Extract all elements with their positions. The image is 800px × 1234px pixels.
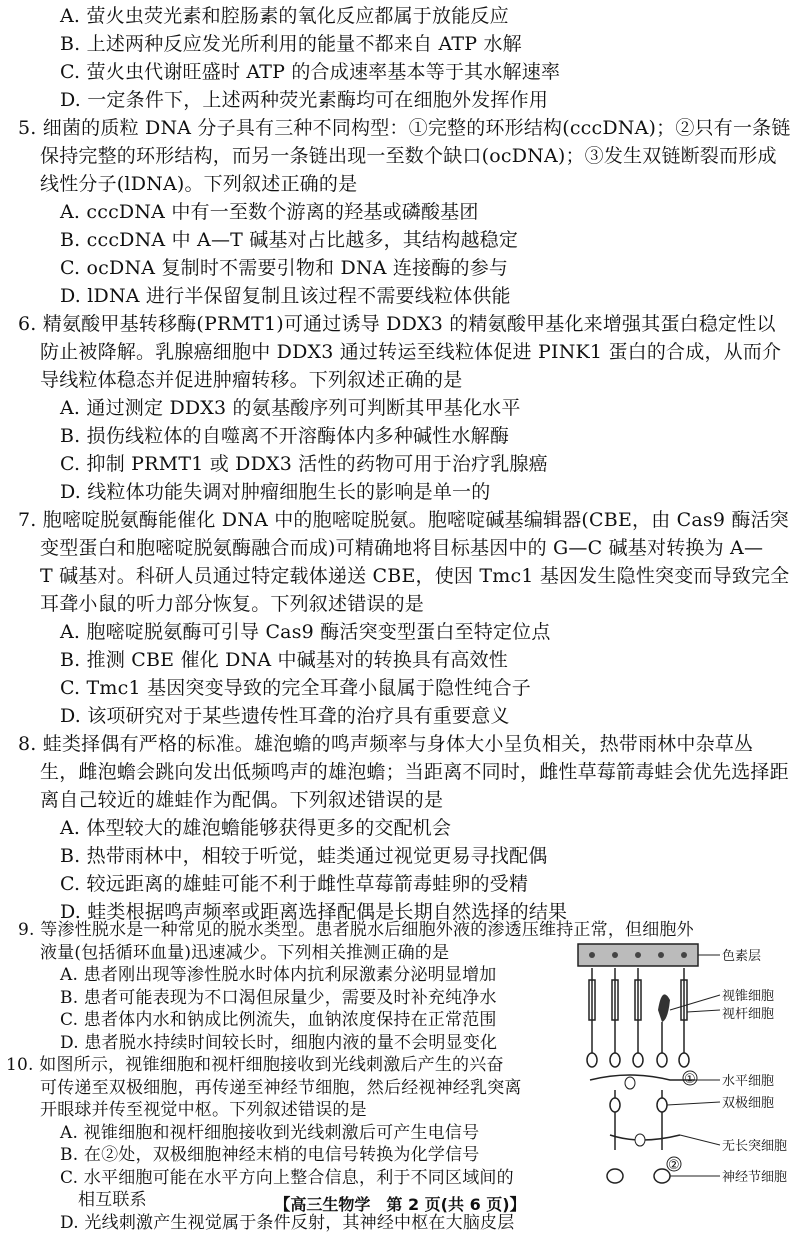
line-2: C. 萤火虫代谢旺盛时 ATP 的合成速率基本等于其水解速率: [60, 61, 561, 83]
horizontal-cell: [590, 1075, 695, 1080]
line-30: B. 热带雨林中，相较于听觉，蛙类通过视觉更易寻找配偶: [60, 845, 548, 867]
q6-stem: 6. 精氨酸甲基转移酶(PRMT1)可通过诱导 DDX3 的精氨酸甲基化来增强其蛋白稳定性以: [18, 313, 776, 335]
line-35: A. 患者刚出现等渗性脱水时体内抗利尿激素分泌明显增加: [60, 965, 497, 985]
line-27: 生，雌泡蟾会跳向发出低频鸣声的雄泡蟾；当距离不同时，雌性草莓箭毒蛙会优先选择距: [40, 761, 789, 783]
line-42: A. 视锥细胞和视杆细胞接收到光线刺激后可产生电信号: [60, 1122, 480, 1143]
line-20: T 碱基对。科研人员通过特定载体递送 CBE，使因 Tmc1 基因发生隐性突变而导致完全: [40, 565, 790, 587]
line-0: A. 萤火虫荧光素和腔肠素的氧化反应都属于放能反应: [60, 5, 509, 27]
line-3: D. 一定条件下，上述两种荧光素酶均可在细胞外发挥作用: [60, 89, 549, 111]
line-44: C. 水平细胞可能在水平方向上整合信息，利于不同区域间的: [60, 1167, 514, 1188]
q5-stem: 5. 细菌的质粒 DNA 分子具有三种不同构型：①完整的环形结构(cccDNA)；②只有一条链: [18, 117, 791, 139]
line-13: 导线粒体稳态并促进肿瘤转移。下列叙述正确的是: [40, 369, 463, 391]
line-10: D. lDNA 进行半保留复制且该过程不需要线粒体供能: [60, 285, 511, 307]
line-37: C. 患者体内水和钠成比例流失，血钠浓度保持在正常范围: [60, 1010, 497, 1030]
q8-stem: 8. 蛙类择偶有严格的标准。雄泡蟾的鸣声频率与身体大小呈负相关，热带雨林中杂草丛: [18, 733, 754, 755]
line-19: 变型蛋白和胞嘧啶脱氨酶融合而成)可精确地将目标基因中的 G—C 碱基对转换为 A—: [40, 537, 764, 559]
label-bipolar: 双极细胞: [722, 1096, 775, 1111]
receptor-nuclei: [587, 1053, 689, 1067]
line-6: 线性分子(lDNA)。下列叙述正确的是: [40, 173, 358, 195]
retina-diagram: [570, 940, 800, 1200]
line-12: 防止被降解。乳腺癌细胞中 DDX3 通过转运至线粒体促进 PINK1 蛋白的合成，从而介: [40, 341, 782, 363]
line-23: B. 推测 CBE 催化 DNA 中碱基对的转换具有高效性: [60, 649, 508, 671]
line-15: B. 损伤线粒体的自噬离不开溶酶体内多种碱性水解酶: [60, 425, 510, 447]
label-amacrine: 无长突细胞: [722, 1139, 788, 1154]
q10-stem: 10. 如图所示，视锥细胞和视杆细胞接收到光线刺激后产生的兴奋: [6, 1055, 504, 1075]
label-horizontal: 水平细胞: [722, 1074, 775, 1089]
cone-cell: [658, 994, 670, 1022]
page-footer: 【高三生物学 第 2 页(共 6 页)】: [274, 1195, 526, 1214]
line-38: D. 患者脱水持续时间较长时，细胞内液的量不会明显变化: [60, 1032, 498, 1053]
line-21: 耳聋小鼠的听力部分恢复。下列叙述错误的是: [40, 593, 425, 615]
line-34: 液量(包括循环血量)迅速减少。下列相关推测正确的是: [40, 942, 450, 963]
line-22: A. 胞嘧啶脱氨酶可引导 Cas9 酶活突变型蛋白至特定位点: [60, 621, 551, 643]
q7-stem: 7. 胞嘧啶脱氨酶能催化 DNA 中的胞嘧啶脱氨。胞嘧啶碱基编辑器(CBE，由 Cas9 酶活突: [18, 509, 789, 531]
label-rod: 视杆细胞: [722, 1007, 775, 1022]
ganglion-cells: [607, 1169, 670, 1183]
line-36: B. 患者可能表现为不口渴但尿量少，需要及时补充纯净水: [60, 987, 497, 1008]
label-pigment: 色素层: [722, 949, 762, 964]
q9-stem: 9. 等渗性脱水是一种常见的脱水类型。患者脱水后细胞外液的渗透压维持正常，但细胞外: [18, 920, 694, 940]
line-45: 相互联系: [78, 1190, 147, 1210]
line-9: C. ocDNA 复制时不需要引物和 DNA 连接酶的参与: [60, 257, 509, 279]
line-17: D. 线粒体功能失调对肿瘤细胞生长的影响是单一的: [60, 481, 491, 503]
line-40: 可传递至双极细胞，再传递至神经节细胞，然后经视神经乳突离: [40, 1077, 522, 1098]
label-ganglion: 神经节细胞: [722, 1170, 788, 1185]
line-25: D. 该项研究对于某些遗传性耳聋的治疗具有重要意义: [60, 705, 510, 727]
line-41: 开眼球并传至视觉中枢。下列叙述错误的是: [40, 1100, 367, 1120]
line-24: C. Tmc1 基因突变导致的完全耳聋小鼠属于隐性纯合子: [60, 677, 531, 699]
line-43: B. 在②处，双极细胞神经末梢的电信号转换为化学信号: [60, 1145, 480, 1165]
photoreceptor-cells: [589, 968, 687, 1060]
line-8: B. cccDNA 中 A—T 碱基对占比越多，其结构越稳定: [60, 229, 519, 251]
line-29: A. 体型较大的雄泡蟾能够获得更多的交配机会: [60, 817, 452, 839]
line-14: A. 通过测定 DDX3 的氨基酸序列可判断其甲基化水平: [60, 397, 521, 419]
line-32: D. 蛙类根据鸣声频率或距离选择配偶是长期自然选择的结果: [60, 901, 568, 923]
line-31: C. 较远距离的雄蛙可能不利于雌性草莓箭毒蛙卵的受精: [60, 873, 529, 895]
marker-1: ①: [684, 1072, 696, 1087]
marker-2: ②: [668, 1158, 680, 1173]
line-46: D. 光线刺激产生视觉属于条件反射，其神经中枢在大脑皮层: [60, 1212, 515, 1233]
label-cone: 视锥细胞: [722, 989, 775, 1004]
line-7: A. cccDNA 中有一至数个游离的羟基或磷酸基团: [60, 201, 479, 223]
line-5: 保持完整的环形结构，而另一条链出现一至数个缺口(ocDNA)；③发生双链断裂而形成: [40, 145, 777, 167]
line-28: 离自己较近的雄蛙作为配偶。下列叙述错误的是: [40, 789, 444, 811]
line-16: C. 抑制 PRMT1 或 DDX3 活性的药物可用于治疗乳腺癌: [60, 453, 548, 475]
line-1: B. 上述两种反应发光所利用的能量不都来自 ATP 水解: [60, 33, 522, 55]
